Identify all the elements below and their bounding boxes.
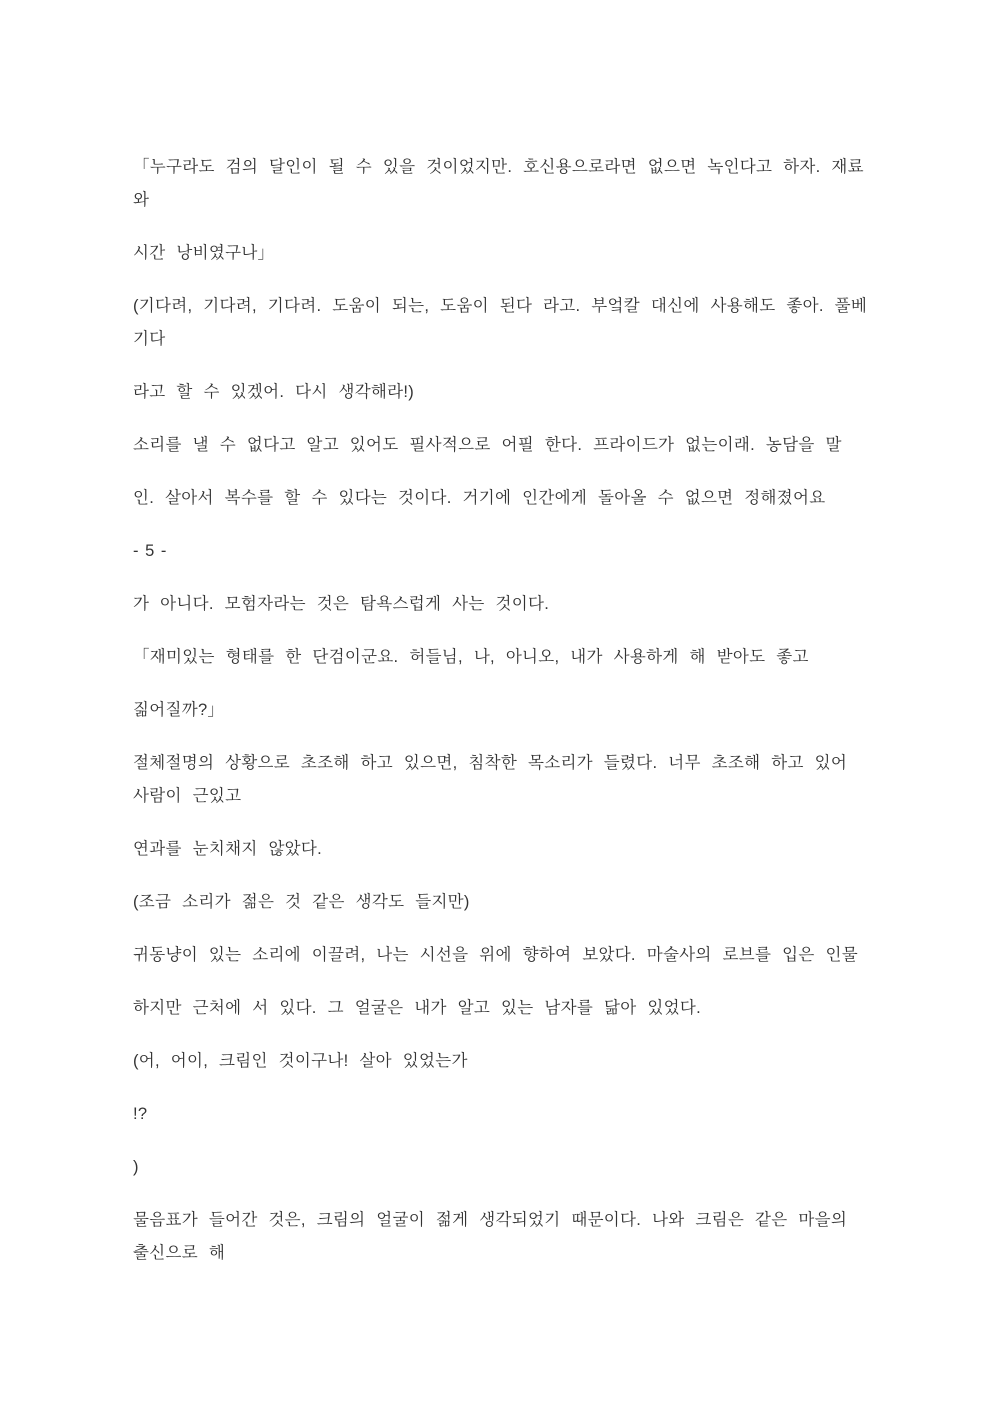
paragraph: [133, 482, 892, 515]
text-line: (조금 소리가 젊은 것 같은 생각도 들지만): [133, 893, 470, 911]
text-line: 인. 살아서 복수를 할 수 있다는 것이다. 거기에 인간에게 돌아올 수 없으면 정해졌어요: [133, 489, 826, 507]
text-line: 기다: [133, 330, 166, 348]
text-line: 가 아니다. 모험자라는 것은 탐욕스럽게 사는 것이다.: [133, 595, 550, 613]
text-line: (어, 어이, 크림인 것이구나! 살아 있었는가: [133, 1052, 468, 1070]
text-line: 귀동냥이 있는 소리에 이끌려, 나는 시선을 위에 향하여 보았다. 마술사의 로브를 입은 인물: [133, 946, 858, 964]
text-line: 소리를 낼 수 없다고 알고 있어도 필사적으로 어필 한다. 프라이드가 없는이래. 농담을 말: [133, 436, 842, 454]
paragraph: [133, 376, 892, 409]
paragraph: [133, 1098, 892, 1131]
text-line: 출신으로 해: [133, 1244, 226, 1262]
paragraph: [133, 290, 892, 356]
paragraph: [133, 1045, 892, 1078]
paragraph: [133, 1204, 892, 1270]
text-line: 와: [133, 191, 150, 209]
paragraph: [133, 151, 892, 217]
text-line: 하지만 근처에 서 있다. 그 얼굴은 내가 알고 있는 남자를 닮아 있었다.: [133, 999, 701, 1017]
text-line: 물음표가 들어간 것은, 크림의 얼굴이 젊게 생각되었기 때문이다. 나와 크림은 같은 마을의: [133, 1211, 848, 1229]
paragraph: [133, 747, 892, 813]
text-line: !?: [133, 1105, 148, 1123]
paragraph: [133, 992, 892, 1025]
paragraph: [133, 588, 892, 621]
paragraph: [133, 641, 892, 674]
paragraph: [133, 429, 892, 462]
page-number: [133, 535, 892, 568]
text-line: 사람이 근있고: [133, 787, 242, 805]
text-line: 라고 할 수 있겠어. 다시 생각해라!): [133, 383, 415, 401]
paragraph: [133, 694, 892, 727]
text-line: 절체절명의 상황으로 초조해 하고 있으면, 침착한 목소리가 들렸다. 너무 초조해 하고 있어: [133, 754, 848, 772]
text-line: ): [133, 1158, 139, 1176]
text-line: 시간 낭비였구나」: [133, 244, 275, 262]
text-line: 연과를 눈치채지 않았다.: [133, 840, 323, 858]
text-line: 「재미있는 형태를 한 단검이군요. 허들님, 나, 아니오, 내가 사용하게 해 받아도 좋고: [133, 648, 809, 666]
text-line: 「누구라도 검의 달인이 될 수 있을 것이었지만. 호신용으로라면 없으면 녹인다고 하자. 재료: [133, 158, 864, 176]
paragraph: [133, 833, 892, 866]
paragraph: [133, 1151, 892, 1184]
text-line: 짊어질까?」: [133, 701, 225, 719]
page-number-label: - 5 -: [133, 542, 167, 560]
paragraph: [133, 939, 892, 972]
text-line: (기다려, 기다려, 기다려. 도움이 되는, 도움이 된다 라고. 부엌칼 대신에 사용해도 좋아. 풀베: [133, 297, 868, 315]
paragraph: [133, 886, 892, 919]
paragraph: [133, 237, 892, 270]
